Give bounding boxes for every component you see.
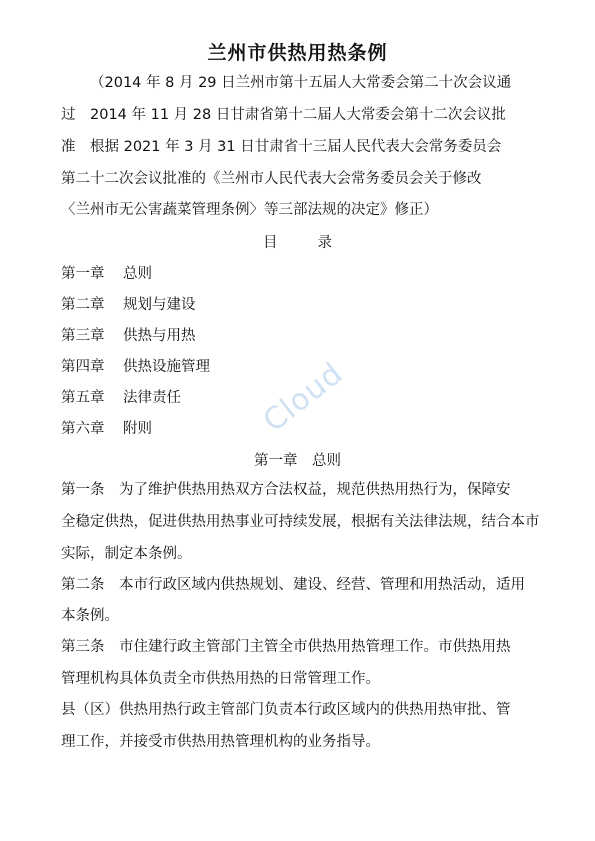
toc-item-name: 总则 bbox=[123, 266, 152, 282]
toc-heading-left: 目 bbox=[263, 235, 278, 251]
article-line: 管理机构具体负责全市供热用热的日常管理工作。 bbox=[61, 671, 380, 687]
article-line: 第二条 本市行政区域内供热规划、建设、经营、管理和用热活动，适用 bbox=[61, 577, 525, 593]
watermark-logo: Cloud bbox=[256, 355, 350, 440]
article-line: 全稳定供热，促进供热用热事业可持续发展，根据有关法律法规，结合本市 bbox=[61, 514, 540, 530]
toc-item-number: 第五章 bbox=[61, 390, 105, 406]
chapter-heading: 第一章 总则 bbox=[254, 453, 341, 469]
toc-item-name: 供热与用热 bbox=[123, 328, 196, 344]
preamble-line: （2014 年 8 月 29 日兰州市第十五届人大常委会第二十次会议通 bbox=[90, 75, 512, 91]
preamble-line: 〈兰州市无公害蔬菜管理条例〉等三部法规的决定》修正） bbox=[61, 202, 438, 218]
article-line: 实际，制定本条例。 bbox=[61, 546, 192, 562]
toc-item-number: 第二章 bbox=[61, 297, 105, 313]
toc-item-number: 第四章 bbox=[61, 359, 105, 375]
article-line: 第一条 为了维护供热用热双方合法权益，规范供热用热行为，保障安 bbox=[61, 482, 511, 498]
toc-item-name: 附则 bbox=[123, 421, 152, 437]
article-line: 本条例。 bbox=[61, 608, 119, 624]
toc-item[interactable] bbox=[61, 417, 152, 438]
toc-item-name: 规划与建设 bbox=[123, 297, 196, 313]
preamble-line: 准 根据 2021 年 3 月 31 日甘肃省十三届人民代表大会常务委员会 bbox=[61, 139, 502, 155]
toc-item[interactable] bbox=[61, 293, 196, 314]
toc-item[interactable] bbox=[61, 262, 152, 283]
toc-item-name: 供热设施管理 bbox=[123, 359, 210, 375]
toc-item-number: 第六章 bbox=[61, 421, 105, 437]
article-line: 县（区）供热用热行政主管部门负责本行政区域内的供热用热审批、管 bbox=[61, 702, 511, 718]
toc-heading-right: 录 bbox=[317, 235, 332, 251]
toc-item[interactable] bbox=[61, 324, 196, 345]
toc-item-number: 第一章 bbox=[61, 266, 105, 282]
article-line: 第三条 市住建行政主管部门主管全市供热用热管理工作。市供热用热 bbox=[61, 639, 511, 655]
toc-item-name: 法律责任 bbox=[123, 390, 181, 406]
preamble-line: 过 2014 年 11 月 28 日甘肃省第十二届人大常委会第十二次会议批 bbox=[61, 107, 506, 123]
toc-item-number: 第三章 bbox=[61, 328, 105, 344]
toc-item[interactable] bbox=[61, 355, 210, 376]
article-line: 理工作，并接受市供热用热管理机构的业务指导。 bbox=[61, 734, 380, 750]
preamble-line: 第二十二次会议批准的《兰州市人民代表大会常务委员会关于修改 bbox=[61, 171, 482, 187]
document-title: 兰州市供热用热条例 bbox=[207, 42, 388, 64]
toc-heading bbox=[0, 231, 595, 252]
toc-item[interactable] bbox=[61, 386, 181, 407]
